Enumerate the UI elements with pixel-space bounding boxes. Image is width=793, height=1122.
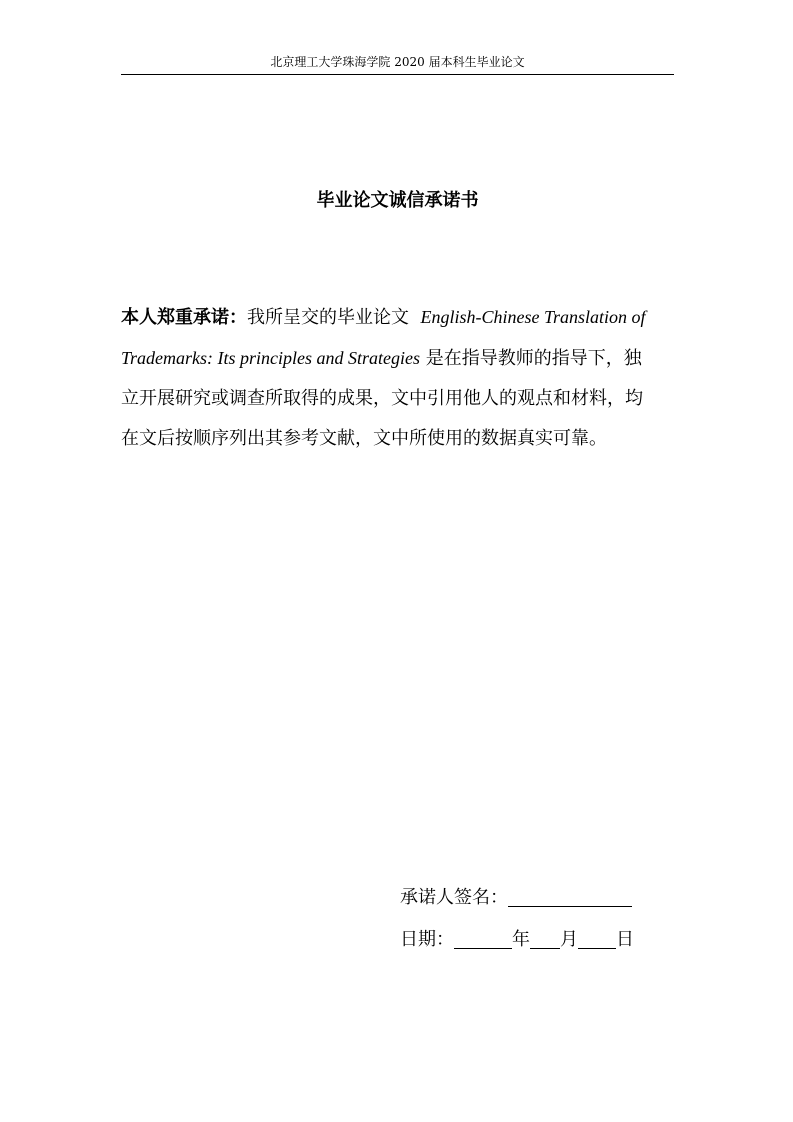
pledge-lead: 本人郑重承诺： — [121, 307, 247, 328]
pledge-paragraph — [121, 297, 647, 459]
year-blank-line — [454, 926, 512, 949]
signature-line — [508, 884, 632, 907]
pledge-text-after-title: 是在指导教师的指导下，独立开展研究或调查所取得的成果，文中引用他人的观点和材料，均在文后按顺序列出其参考文献，文中所使用的数据真实可靠。 — [121, 348, 643, 449]
month-blank-line — [530, 926, 560, 949]
month-label: 月 — [560, 929, 578, 950]
date-label: 日期： — [400, 929, 454, 950]
date-row — [400, 926, 634, 954]
running-header — [121, 54, 674, 75]
year-label: 年 — [512, 929, 530, 950]
day-label: 日 — [616, 929, 634, 950]
running-header-text: 北京理工大学珠海学院 2020 届本科生毕业论文 — [270, 55, 525, 69]
day-blank-line — [578, 926, 616, 949]
thesis-title: English-Chinese Translation of Trademarks: Its principles and Strategies — [121, 307, 646, 368]
document-title: 毕业论文诚信承诺书 — [316, 190, 479, 211]
signature-row — [400, 884, 632, 912]
pledge-text-before-title: 我所呈交的毕业论文 — [247, 307, 409, 328]
signature-label: 承诺人签名： — [400, 887, 508, 908]
